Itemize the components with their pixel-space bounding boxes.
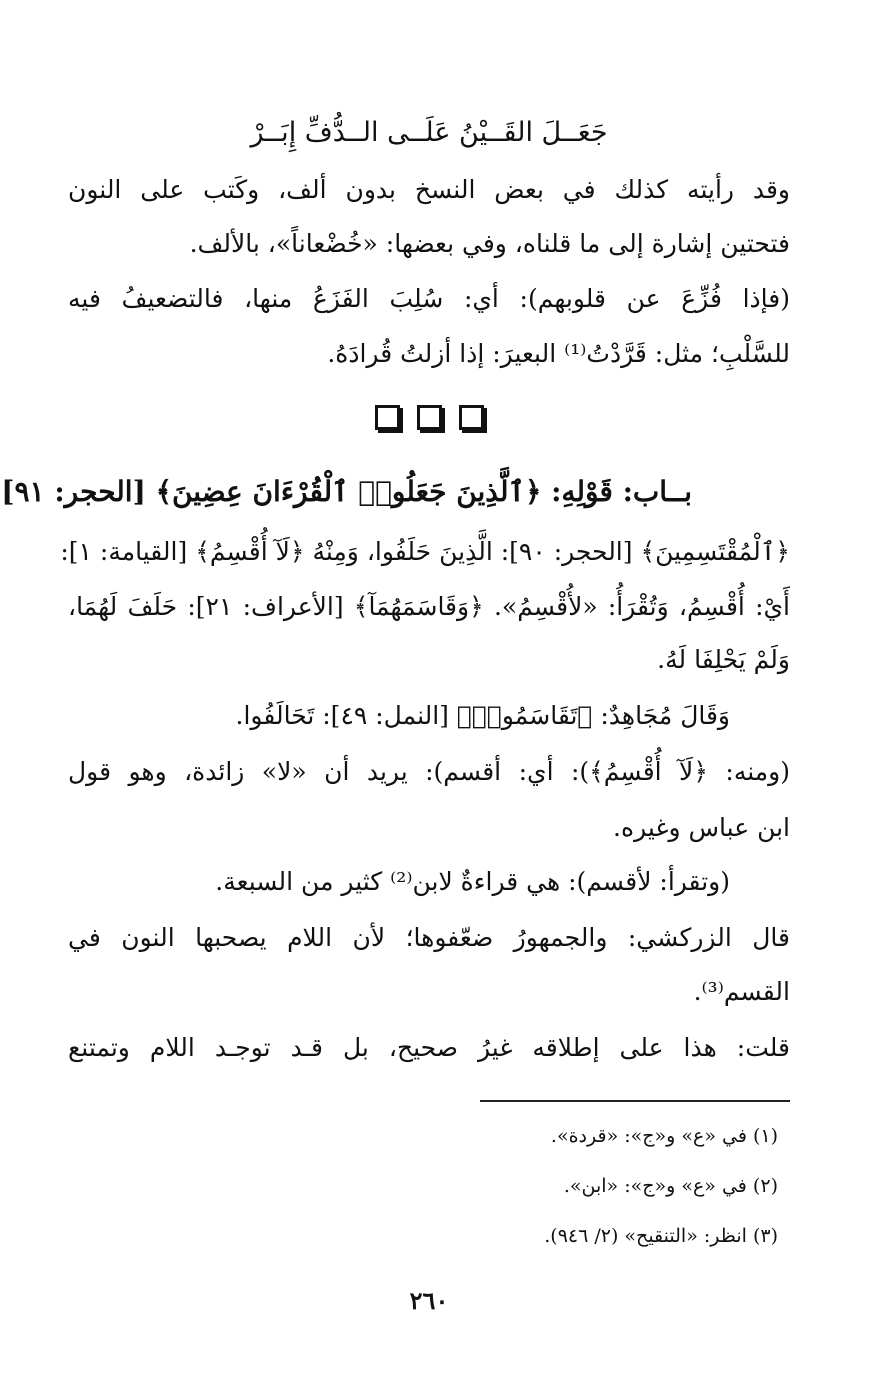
footnote-item: (٣) انظر: «التنقيح» (٢/ ٩٤٦). <box>544 1225 778 1247</box>
paragraph-line: قال الزركشي: والجمهورُ ضعّفوها؛ لأن اللام يصحبها النون في <box>68 923 790 952</box>
paragraph-line: (ومنه: ﴿لَآ أُقْسِمُ﴾): أي: أقسم): يريد أن «لا» زائدة، وهو قول <box>68 757 790 786</box>
footnote-separator <box>480 1100 790 1102</box>
hadith-text-line: أَيْ: أُقْسِمُ، وَتُقْرَأُ: «لأُقْسِمُ». ﴿وَقَاسَمَهُمَآ﴾ [الأعراف: ٢١]: حَلَفَ لَهُمَا، <box>68 592 790 621</box>
paragraph-line: للسَّلْبِ؛ مثل: قَرَّدْتُ⁽¹⁾ البعيرَ: إذا أزلتُ قُرادَهُ. <box>327 339 790 368</box>
chapter-heading: بــاب: قَوْلِهِ: ﴿ٱلَّذِينَ جَعَلُوا۟ ٱلْقُرْءَانَ عِضِينَ﴾ [الحجر: ٩١] <box>1 475 692 508</box>
square-ornament-icon <box>459 405 484 430</box>
section-divider-ornament <box>68 405 790 430</box>
hadith-text-line: ﴿ٱلْمُقْتَسِمِينَ﴾ [الحجر: ٩٠]: الَّذِينَ حَلَفُوا، وَمِنْهُ ﴿لَآ أُقْسِمُ﴾ [القيامة: ١]: <box>60 537 790 566</box>
square-ornament-icon <box>417 405 442 430</box>
paragraph-line: القسم⁽³⁾. <box>693 977 790 1006</box>
hadith-text-line: وَلَمْ يَحْلِفَا لَهُ. <box>657 645 790 674</box>
square-ornament-icon <box>375 405 400 430</box>
footnote-item: (١) في «ع» و«ج»: «قردة». <box>550 1125 778 1147</box>
paragraph-line: (فإذا فُزِّعَ عن قلوبهم): أي: سُلِبَ الفَزَعُ منها، فالتضعيفُ فيه <box>68 284 790 313</box>
page-number: ٢٦٠ <box>409 1286 449 1315</box>
paragraph-line: (وتقرأ: لأقسم): هي قراءةٌ لابن⁽²⁾ كثير من السبعة. <box>215 867 730 896</box>
poem-verse-line: جَعَــلَ القَــيْنُ عَلَــى الــدُّفِّ إِبَــرْ <box>250 117 608 148</box>
footnote-item: (٢) في «ع» و«ج»: «ابن». <box>563 1175 778 1197</box>
paragraph-line: ابن عباس وغيره. <box>613 813 790 842</box>
paragraph-line: قلت: هذا على إطلاقه غيرُ صحيح، بل قـد توجـد اللام وتمتنع <box>68 1033 790 1062</box>
paragraph-line: فتحتين إشارة إلى ما قلناه، وفي بعضها: «خُضْعاناً»، بالألف. <box>189 229 790 258</box>
hadith-text-line: وَقَالَ مُجَاهِدٌ: ﴿تَقَاسَمُوا۟﴾ [النمل: ٤٩]: تَحَالَفُوا. <box>235 701 730 730</box>
book-page <box>1 0 790 1374</box>
paragraph-line: وقد رأيته كذلك في بعض النسخ بدون ألف، وكَتب على النون <box>68 175 790 204</box>
